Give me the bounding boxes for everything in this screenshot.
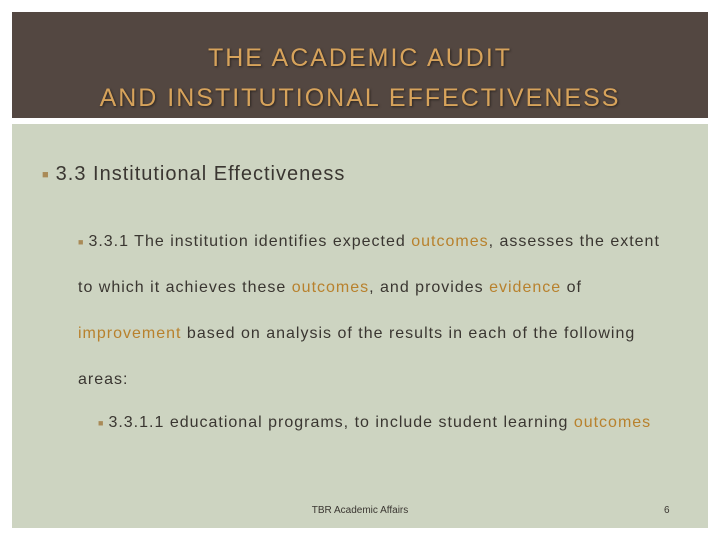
bullet-level-2-text-3: , and provides (369, 279, 490, 297)
highlight-outcomes-1: outcomes (411, 233, 489, 251)
bullet-level-3 (98, 400, 678, 446)
footer-text: TBR Academic Affairs (311, 505, 409, 516)
title-line-1: THE ACADEMIC AUDIT (207, 44, 513, 72)
highlight-evidence: evidence (489, 279, 562, 297)
highlight-improvement: improvement (78, 325, 182, 343)
title-bar (12, 12, 708, 118)
bullet-square-icon: ■ (98, 418, 105, 428)
title-line-2: AND INSTITUTIONAL EFFECTIVENESS (99, 84, 621, 112)
highlight-outcomes-2: outcomes (291, 279, 370, 297)
bullet-level-2-text-5: based on analysis of the results in each of the following areas: (78, 325, 636, 389)
highlight-outcomes-3: outcomes (573, 414, 652, 432)
bullet-level-2-text-2: , assesses the extent to which it achieves these (78, 233, 660, 297)
bullet-level-1-text: 3.3 Institutional Effectiveness (55, 163, 346, 185)
bullet-square-icon: ■ (78, 237, 85, 247)
content-area (12, 124, 708, 528)
slide-title (12, 38, 708, 118)
bullet-square-icon: ■ (42, 168, 50, 181)
bullet-level-3-text: 3.3.1.1 educational programs, to include student learning (108, 414, 574, 432)
bullet-level-2-text-1: 3.3.1 The institution identifies expected (88, 233, 412, 251)
bullet-level-2 (78, 219, 678, 403)
page-number: 6 (664, 505, 670, 516)
bullet-level-1 (42, 163, 345, 186)
bullet-level-2-text-4: of (561, 279, 582, 297)
